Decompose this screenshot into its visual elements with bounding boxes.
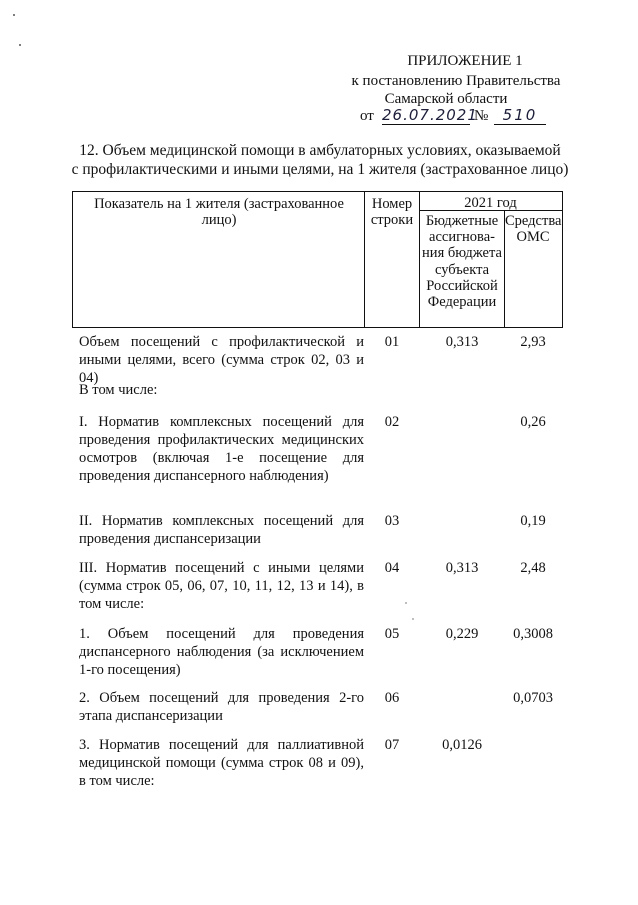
from-label: от (360, 108, 374, 124)
table-row-04-number: 04 (384, 560, 400, 576)
table-row-02-indicator: I. Норматив комплексных посещений для проведения профилактических медицинских осмотров (включая 1-е посещение для проведения диспансерного наблюдения) (79, 414, 364, 484)
region-line: Самарской области (384, 91, 508, 107)
table-row-03-oms: 0,19 (520, 513, 546, 529)
divider (364, 191, 365, 327)
col-oms-header: Средства ОМС (505, 213, 562, 245)
table-row-02-number: 02 (384, 414, 400, 430)
table-row-07-number: 07 (384, 737, 400, 753)
table-row-04-budget: 0,313 (445, 560, 479, 576)
table-row-04-indicator: III. Норматив посещений с иными целями (сумма строк 05, 06, 07, 10, 11, 12, 13 и 14), в том числе: (79, 560, 364, 612)
scan-speck (412, 618, 414, 620)
table-row-06-indicator: 2. Объем посещений для проведения 2-го этапа диспансеризации (79, 690, 364, 724)
col-budget-header: Бюджетные ассигнова-ния бюджета субъекта Российской Федерации (422, 213, 502, 311)
table-row-01-number: 01 (384, 334, 400, 350)
col-row-number-header: Номер строки (370, 196, 414, 228)
table-row-02-oms: 0,26 (520, 414, 546, 430)
section-title-line1: 12. Объем медицинской помощи в амбулаторных условиях, оказываемой (79, 142, 561, 159)
scan-speck (405, 602, 407, 604)
table-row-04-oms: 2,48 (520, 560, 546, 576)
decree-number: 510 (494, 106, 546, 125)
table-row-06-oms: 0,0703 (513, 690, 553, 706)
number-label: № (474, 108, 489, 124)
table-row-01-indicator: Объем посещений с профилактической и иными целями, всего (сумма строк 02, 03 и 04) (79, 334, 364, 386)
col-year-header: 2021 год (464, 195, 517, 211)
table-row-subheading: В том числе: (79, 382, 158, 398)
table-row-07-budget: 0,0126 (442, 737, 482, 753)
table-row-07-indicator: 3. Норматив посещений для паллиативной медицинской помощи (сумма строк 08 и 09), в том числе: (79, 737, 364, 789)
decree-date-number (360, 106, 560, 128)
table-row-05-indicator: 1. Объем посещений для проведения диспансерного наблюдения (за исключением 1-го посещения) (79, 626, 364, 678)
table-row-01-oms: 2,93 (520, 334, 546, 350)
table-row-03-number: 03 (384, 513, 400, 529)
table-row-06-number: 06 (384, 690, 400, 706)
scan-speck (13, 14, 15, 16)
section-title-line2: с профилактическими и иными целями, на 1 жителя (застрахованное лицо) (71, 161, 569, 178)
table-row-05-number: 05 (384, 626, 400, 642)
table-row-01-budget: 0,313 (445, 334, 479, 350)
table-row-05-oms: 0,3008 (513, 626, 553, 642)
table-row-05-budget: 0,229 (445, 626, 479, 642)
decree-line: к постановлению Правительства (351, 73, 561, 89)
col-indicator-header: Показатель на 1 жителя (застрахованное лицо) (94, 196, 344, 228)
scan-speck (19, 44, 21, 46)
table-row-03-indicator: II. Норматив комплексных посещений для проведения диспансеризации (79, 513, 364, 547)
decree-date: 26.07.2021 (382, 106, 478, 124)
appendix-title: ПРИЛОЖЕНИЕ 1 (407, 53, 523, 69)
